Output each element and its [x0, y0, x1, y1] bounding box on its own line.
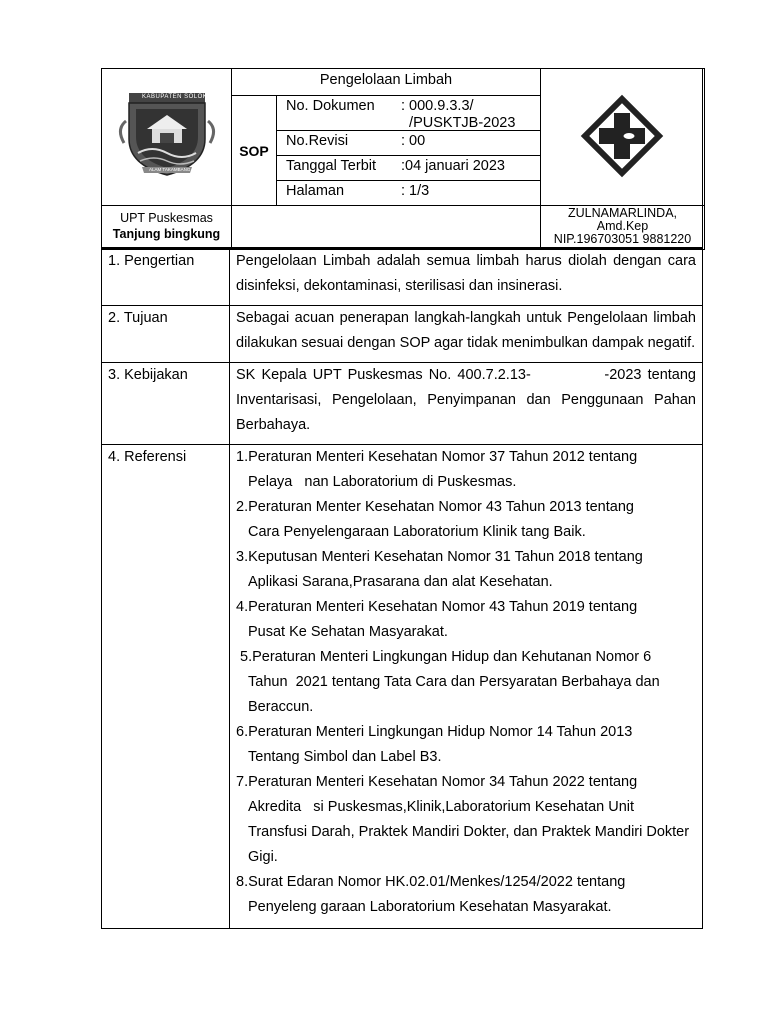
regency-logo-cell — [101, 68, 232, 206]
list-item — [236, 595, 696, 645]
row-referensi — [102, 445, 703, 929]
row-tujuan — [102, 306, 703, 363]
puskesmas-cross-icon — [541, 69, 704, 205]
row-label: 3. Kebijakan — [102, 363, 230, 445]
reference-continuation: Penyeleng garaan Laboratorium Kesehatan Masyarakat. — [248, 899, 612, 915]
sop-content-table — [101, 248, 703, 929]
reference-first-line: 3.Keputusan Menteri Kesehatan Nomor 31 Tahun 2018 tentang — [236, 549, 643, 565]
row-label: 4. Referensi — [102, 445, 230, 929]
reference-first-line: 1.Peraturan Menteri Kesehatan Nomor 37 Tahun 2012 tentang — [236, 449, 638, 465]
meta-label: No.Revisi — [286, 133, 349, 149]
reference-first-line: 5.Peraturan Menteri Lingkungan Hidup dan Kehutanan Nomor 6 — [236, 649, 652, 665]
reference-continuation: Akredita si Puskesmas,Klinik,Laboratorium Kesehatan Unit Transfusi Darah, Praktek Mandiri Dokter, dan Praktek Mandiri Dokter Gigi. — [248, 799, 694, 865]
reference-continuation: Tentang Simbol dan Label B3. — [248, 749, 442, 765]
unit-name-cell — [101, 205, 232, 250]
reference-list — [230, 445, 703, 929]
list-item — [236, 720, 696, 770]
document-title: Pengelolaan Limbah — [231, 68, 541, 96]
meta-value: : 00 — [401, 133, 426, 149]
document-header — [101, 68, 703, 248]
reference-first-line: 2.Peraturan Menter Kesehatan Nomor 43 Tahun 2013 tentang — [236, 499, 634, 515]
row-text: SK Kepala UPT Puskesmas No. 400.7.2.13- -2023 tentang Inventarisasi, Pengelolaan, Penyimpanan dan Penggunaan Pahan Berbahaya. — [230, 363, 703, 445]
unit-name-line1: UPT Puskesmas — [120, 211, 213, 225]
reference-continuation: Tahun 2021 tentang Tata Cara dan Persyaratan Berbahaya dan Beraccun. — [248, 674, 664, 715]
meta-label: Tanggal Terbit — [286, 158, 377, 174]
signer-cell — [540, 205, 705, 250]
list-item — [236, 770, 696, 870]
regency-emblem-icon — [102, 69, 231, 205]
meta-value: :04 januari 2023 — [401, 158, 505, 174]
reference-continuation: Pelaya nan Laboratorium di Puskesmas. — [248, 474, 517, 490]
meta-value: : 1/3 — [401, 183, 430, 199]
list-item — [236, 495, 696, 545]
row-text: Sebagai acuan penerapan langkah-langkah untuk Pengelolaan limbah dilakukan sesuai dengan SOP agar tidak menimbulkan dampak negatif. — [230, 306, 703, 363]
list-item — [236, 870, 696, 920]
row-kebijakan — [102, 363, 703, 445]
meta-row-halaman — [276, 180, 541, 206]
blank-cell — [231, 205, 541, 250]
unit-name-line2: Tanjung bingkung — [112, 227, 221, 241]
regency-logo-motto: ALAM TAKAMBANG — [149, 167, 191, 172]
reference-first-line: 6.Peraturan Menteri Lingkungan Hidup Nomor 14 Tahun 2013 — [236, 724, 633, 740]
meta-value: : 000.9.3.3/ /PUSKTJB-2023 — [401, 98, 516, 131]
reference-first-line: 8.Surat Edaran Nomor HK.02.01/Menkes/1254/2022 tentang — [236, 874, 626, 890]
meta-row-nomor-dokumen — [276, 95, 541, 131]
list-item — [236, 545, 696, 595]
row-pengertian — [102, 249, 703, 306]
regency-logo-text: KABUPATEN SOLOK — [142, 94, 208, 100]
reference-first-line: 7.Peraturan Menteri Kesehatan Nomor 34 Tahun 2022 tentang — [236, 774, 638, 790]
meta-row-tanggal-terbit — [276, 155, 541, 181]
list-item — [236, 645, 696, 720]
row-label: 2. Tujuan — [102, 306, 230, 363]
sop-document — [101, 68, 703, 929]
reference-continuation: Pusat Ke Sehatan Masyarakat. — [248, 624, 448, 640]
meta-label: No. Dokumen — [286, 98, 375, 114]
reference-continuation: Aplikasi Sarana,Prasarana dan alat Kesehatan. — [248, 574, 553, 590]
row-label: 1. Pengertian — [102, 249, 230, 306]
puskesmas-logo-cell — [540, 68, 705, 206]
list-item — [236, 445, 696, 495]
meta-row-revisi — [276, 130, 541, 156]
signer-nip: NIP.196703051 9881220 — [553, 232, 692, 246]
reference-continuation: Cara Penyelengaraan Laboratorium Klinik tang Baik. — [248, 524, 586, 540]
row-text: Pengelolaan Limbah adalah semua limbah harus diolah dengan cara disinfeksi, dekontaminasi, sterilisasi dan insinerasi. — [230, 249, 703, 306]
reference-first-line: 4.Peraturan Menteri Kesehatan Nomor 43 Tahun 2019 tentang — [236, 599, 638, 615]
meta-label: Halaman — [286, 183, 345, 199]
sop-label: SOP — [231, 95, 277, 206]
signer-name: ZULNAMARLINDA, Amd.Kep — [567, 206, 678, 233]
